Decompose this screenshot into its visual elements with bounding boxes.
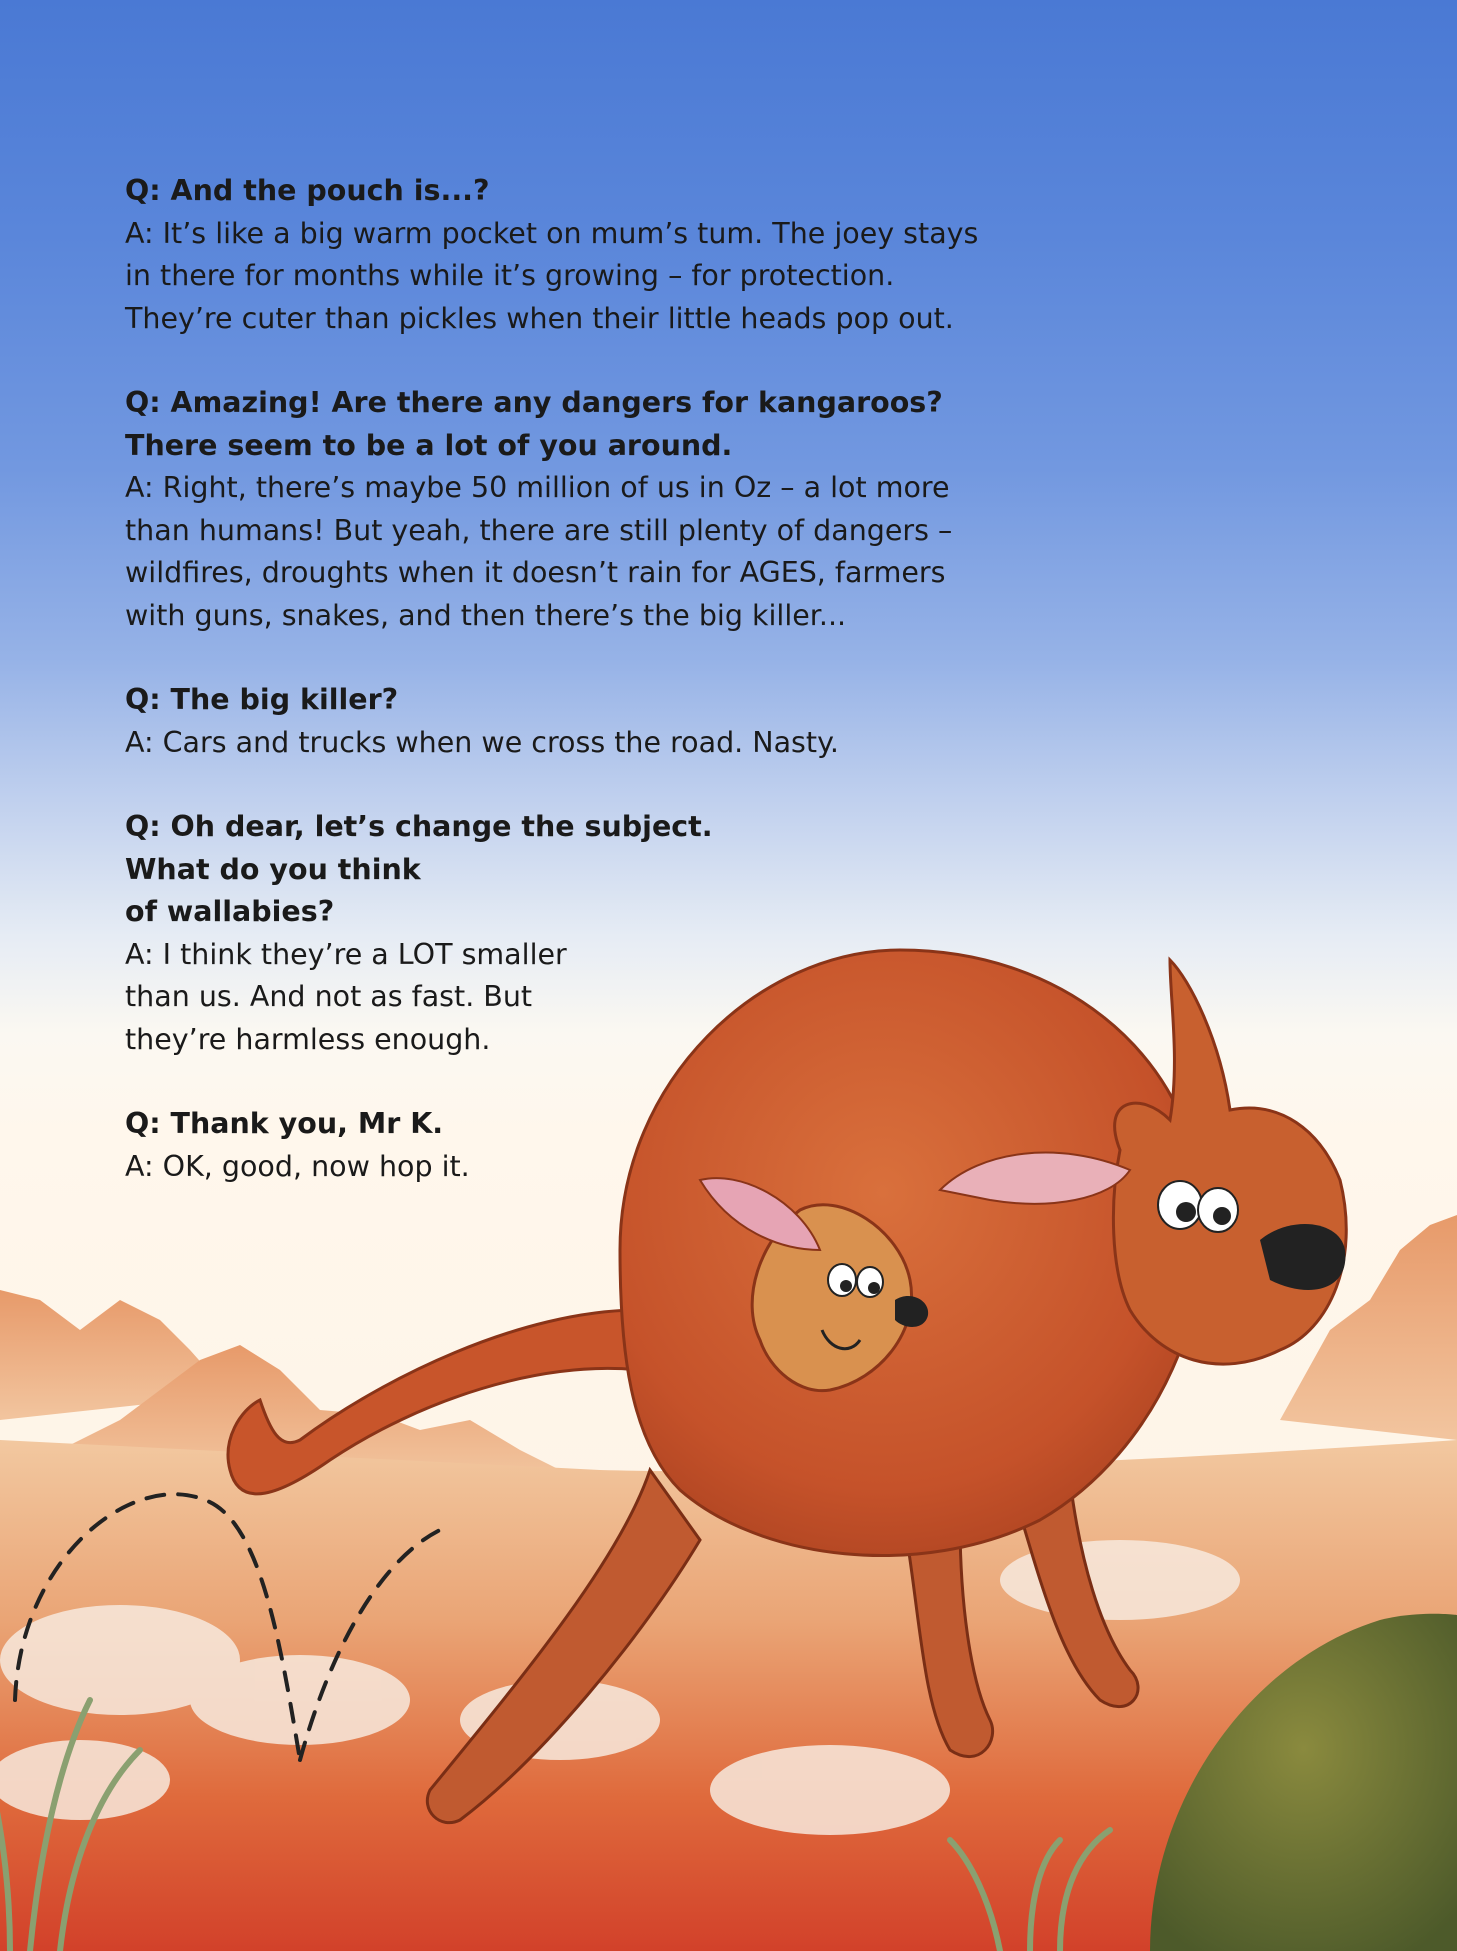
answer-line: than us. And not as fast. But	[125, 980, 533, 1013]
interview-text	[125, 170, 1125, 1230]
answer-line: A: OK, good, now hop it.	[125, 1149, 470, 1183]
question	[125, 1103, 1125, 1146]
question-line: There seem to be a lot of you around.	[125, 428, 733, 462]
qa-pouch	[125, 170, 1125, 340]
answer-line: A: It’s like a big warm pocket on mum’s tum. The joey stays	[125, 216, 979, 250]
question-line: Q: Thank you, Mr K.	[125, 1107, 444, 1140]
answer-line: wildfires, droughts when it doesn’t rain for AGES, farmers	[125, 556, 946, 589]
answer-line: they’re harmless enough.	[125, 1022, 491, 1056]
qa-dangers	[125, 382, 1125, 637]
question-line: Q: The big killer?	[125, 683, 399, 716]
question-line: of wallabies?	[125, 895, 335, 928]
question-line: Q: Amazing! Are there any dangers for kangaroos?	[125, 386, 943, 419]
answer-line: in there for months while it’s growing – for protection.	[125, 259, 895, 292]
answer-line: A: Cars and trucks when we cross the road. Nasty.	[125, 725, 839, 759]
answer	[125, 213, 1125, 341]
qa-thank-you	[125, 1103, 1125, 1188]
question-line: What do you think	[125, 852, 421, 886]
answer-line: with guns, snakes, and then there’s the big killer...	[125, 598, 847, 632]
question	[125, 806, 1125, 934]
question	[125, 382, 1125, 467]
answer	[125, 467, 1125, 637]
answer	[125, 1146, 1125, 1189]
qa-big-killer	[125, 679, 1125, 764]
question	[125, 170, 1125, 213]
answer-line: A: Right, there’s maybe 50 million of us in Oz – a lot more	[125, 471, 950, 504]
answer-line: A: I think they’re a LOT smaller	[125, 937, 567, 971]
answer-line: They’re cuter than pickles when their little heads pop out.	[125, 301, 954, 335]
answer	[125, 934, 1125, 1062]
question	[125, 679, 1125, 722]
qa-wallabies	[125, 806, 1125, 1061]
question-line: Q: Oh dear, let’s change the subject.	[125, 810, 713, 843]
question-line: Q: And the pouch is...?	[125, 174, 490, 207]
answer	[125, 722, 1125, 765]
answer-line: than humans! But yeah, there are still plenty of dangers –	[125, 513, 953, 547]
